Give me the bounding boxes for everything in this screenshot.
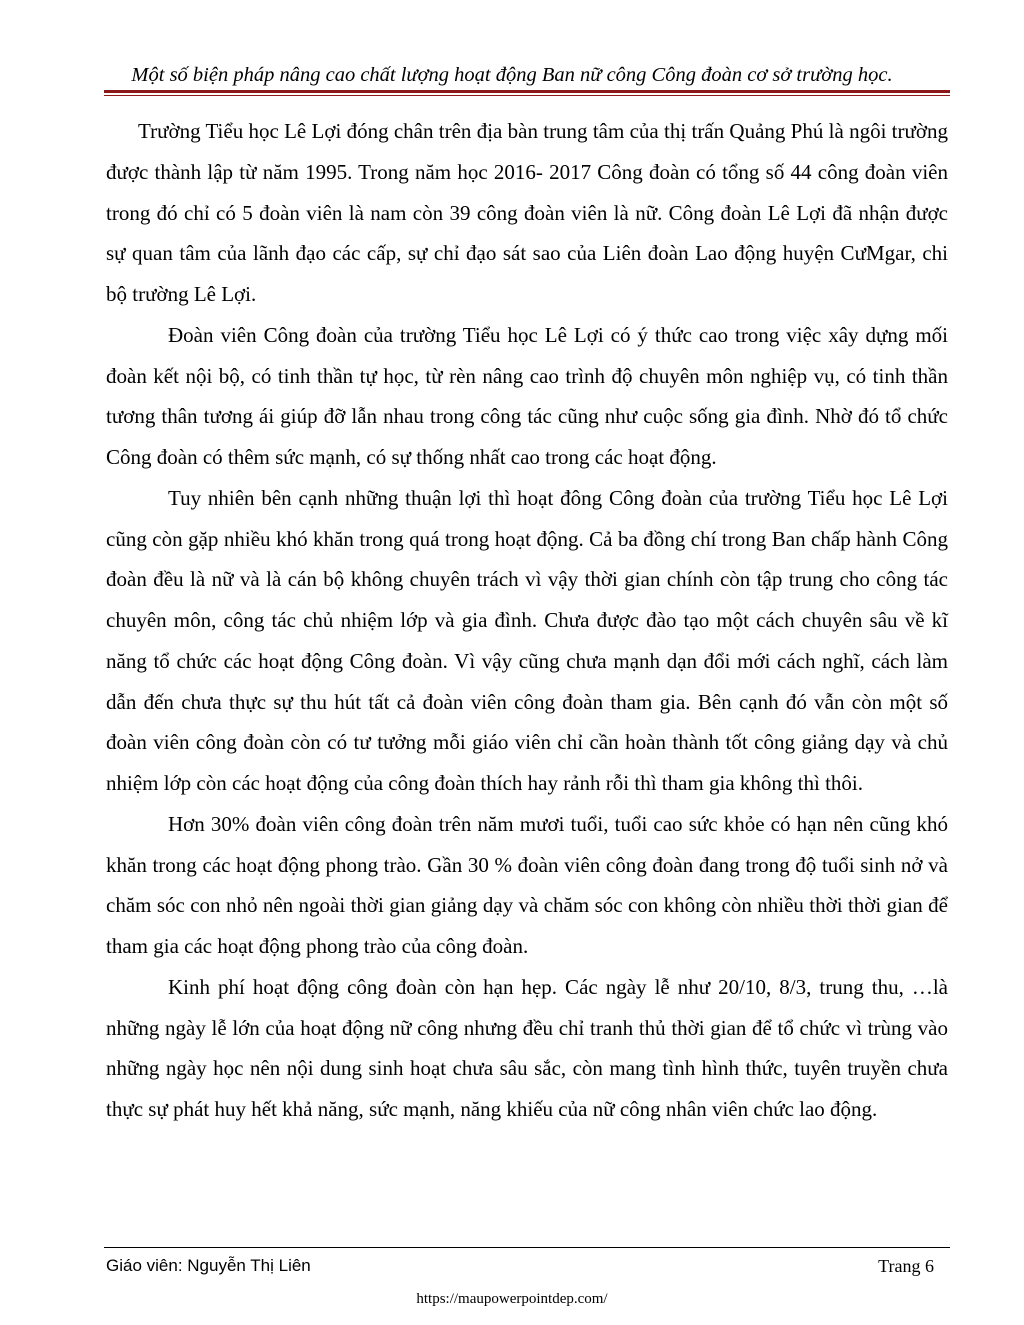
header-divider (104, 90, 950, 93)
paragraph-4: Hơn 30% đoàn viên công đoàn trên năm mươi tuổi, tuổi cao sức khỏe có hạn nên cũng khó khăn trong các hoạt động phong trào. Gần 30 % đoàn viên công đoàn đang trong độ tuổi sinh nở và chăm sóc con nhỏ nên ngoài thời gian giảng dạy và chăm sóc con không còn nhiều thời thời gian để tham gia các hoạt động phong trào của công đoàn. (106, 811, 948, 958)
paragraph-3: Tuy nhiên bên cạnh những thuận lợi thì hoạt đông Công đoàn của trường Tiểu học Lê Lợi cũng còn gặp nhiều khó khăn trong quá trong hoạt động. Cả ba đồng chí trong Ban chấp hành Công đoàn đều là nữ và là cán bộ không chuyên trách vì vậy thời gian chính còn tập trung cho công tác chuyên môn, công tác chủ nhiệm lớp và gia đình. Chưa được đào tạo một cách chuyên sâu về kĩ năng tổ chức các hoạt động Công đoàn. Vì vậy cũng chưa mạnh dạn đổi mới cách nghĩ, cách làm dẫn đến chưa thực sự thu hút tất cả đoàn viên công đoàn tham gia. Bên cạnh đó vẫn còn một số đoàn viên công đoàn còn có tư tưởng mỗi giáo viên chỉ cần hoàn thành tốt công giảng dạy và chủ nhiệm lớp còn các hoạt động của công đoàn thích hay rảnh rỗi thì tham gia không thì thôi. (106, 485, 948, 795)
footer-url: https://maupowerpointdep.com/ (416, 1291, 608, 1307)
page-header-title: Một số biện pháp nâng cao chất lượng hoạt động Ban nữ công Công đoàn cơ sở trường học. (131, 64, 893, 86)
paragraph-2: Đoàn viên Công đoàn của trường Tiểu học Lê Lợi có ý thức cao trong việc xây dựng mối đoàn kết nội bộ, có tinh thần tự học, từ rèn nâng cao trình độ chuyên môn nghiệp vụ, có tinh thần tương thân tương ái giúp đỡ lẫn nhau trong công tác cũng như cuộc sống gia đình. Nhờ đó tổ chức Công đoàn có thêm sức mạnh, có sự thống nhất cao trong các hoạt động. (106, 322, 948, 469)
paragraph-5: Kinh phí hoạt động công đoàn còn hạn hẹp. Các ngày lễ như 20/10, 8/3, trung thu, …là những ngày lễ lớn của hoạt động nữ công nhưng đều chỉ tranh thủ thời gian để tổ chức vì trùng vào những ngày học nên nội dung sinh hoạt chưa sâu sắc, còn mang tình hình thức, tuyên truyền chưa thực sự phát huy hết khả năng, sức mạnh, năng khiếu của nữ công nhân viên chức lao động. (106, 974, 948, 1121)
paragraph-1: Trường Tiểu học Lê Lợi đóng chân trên địa bàn trung tâm của thị trấn Quảng Phú là ngôi trường được thành lập từ năm 1995. Trong năm học 2016- 2017 Công đoàn có tổng số 44 công đoàn viên trong đó chỉ có 5 đoàn viên là nam còn 39 công đoàn viên là nữ. Công đoàn Lê Lợi đã nhận được sự quan tâm của lãnh đạo các cấp, sự chỉ đạo sát sao của Liên đoàn Lao động huyện CưMgar, chi bộ trường Lê Lợi. (106, 119, 948, 306)
page-number: Trang 6 (878, 1256, 934, 1276)
footer-author: Giáo viên: Nguyễn Thị Liên (106, 1256, 311, 1275)
footer-divider (104, 1247, 950, 1248)
document-body (106, 111, 948, 1130)
header-divider-thin (104, 95, 950, 96)
